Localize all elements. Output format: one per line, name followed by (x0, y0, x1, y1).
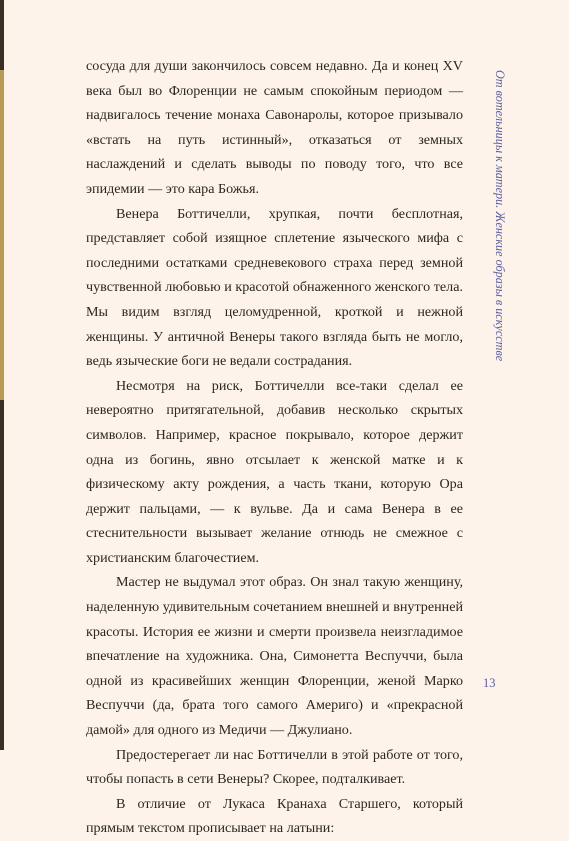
paragraph: В отличие от Лукаса Кранаха Старшего, который прямым текстом прописывает на латыни: (86, 795, 463, 837)
page-edge-highlight (0, 70, 4, 400)
paragraph: сосуда для души закончилось совсем недавно. Да и конец XV века был во Флоренции не самым спокойным периодом — надвигалось течение монаха Савонаролы, которое призывало «встать на путь истинный», отказаться от земных наслаждений и сделать выводы по поводу того, что все эпидемии — это кара Божья. (86, 58, 463, 197)
paragraph: Мастер не выдумал этот образ. Он знал такую женщину, наделенную удивительным сочетанием внешней и внутренней красоты. История ее жизни и смерти произвела неизгладимое впечатление на художника. Она, Симонетта Веспуччи, была одной из красивейших женщин Флоренции, женой Марко Веспуччи (да, брата того самого Америго) и «прекрасной дамой» для одного из Медичи — Джулиано. (86, 574, 463, 739)
page-edge (0, 0, 4, 750)
body-text (86, 54, 463, 841)
paragraph: Венера Боттичелли, хрупкая, почти бесплотная, представляет собой изящное сплетение языческого мифа с последними остатками средневекового страха перед земной чувственной любовью и красотой обнаженного женского тела. Мы видим взгляд целомудренной, кроткой и нежной женщины. У античной Венеры такого взгляда быть не могло, ведь языческие боги не ведали сострадания. (86, 205, 463, 370)
page-number: 13 (483, 676, 496, 690)
running-head: От вотельницы к матери. Женские образы в искусстве (493, 70, 507, 362)
paragraph: Несмотря на риск, Боттичелли все-таки сделал ее невероятно притягательной, добавив несколько скрытых символов. Например, красное покрывало, которое держит одна из богинь, явно отсылает к женской матке и к физическому акту рождения, а часть ткани, которую Ора держит пальцами, — к вульве. Да и сама Венера в ее стеснительности вызывает желание отнюдь не смежное с христианским благочестием. (86, 377, 463, 566)
paragraph: Предостерегает ли нас Боттичелли в этой работе от того, чтобы попасть в сети Венеры? Скорее, подталкивает. (86, 746, 463, 788)
